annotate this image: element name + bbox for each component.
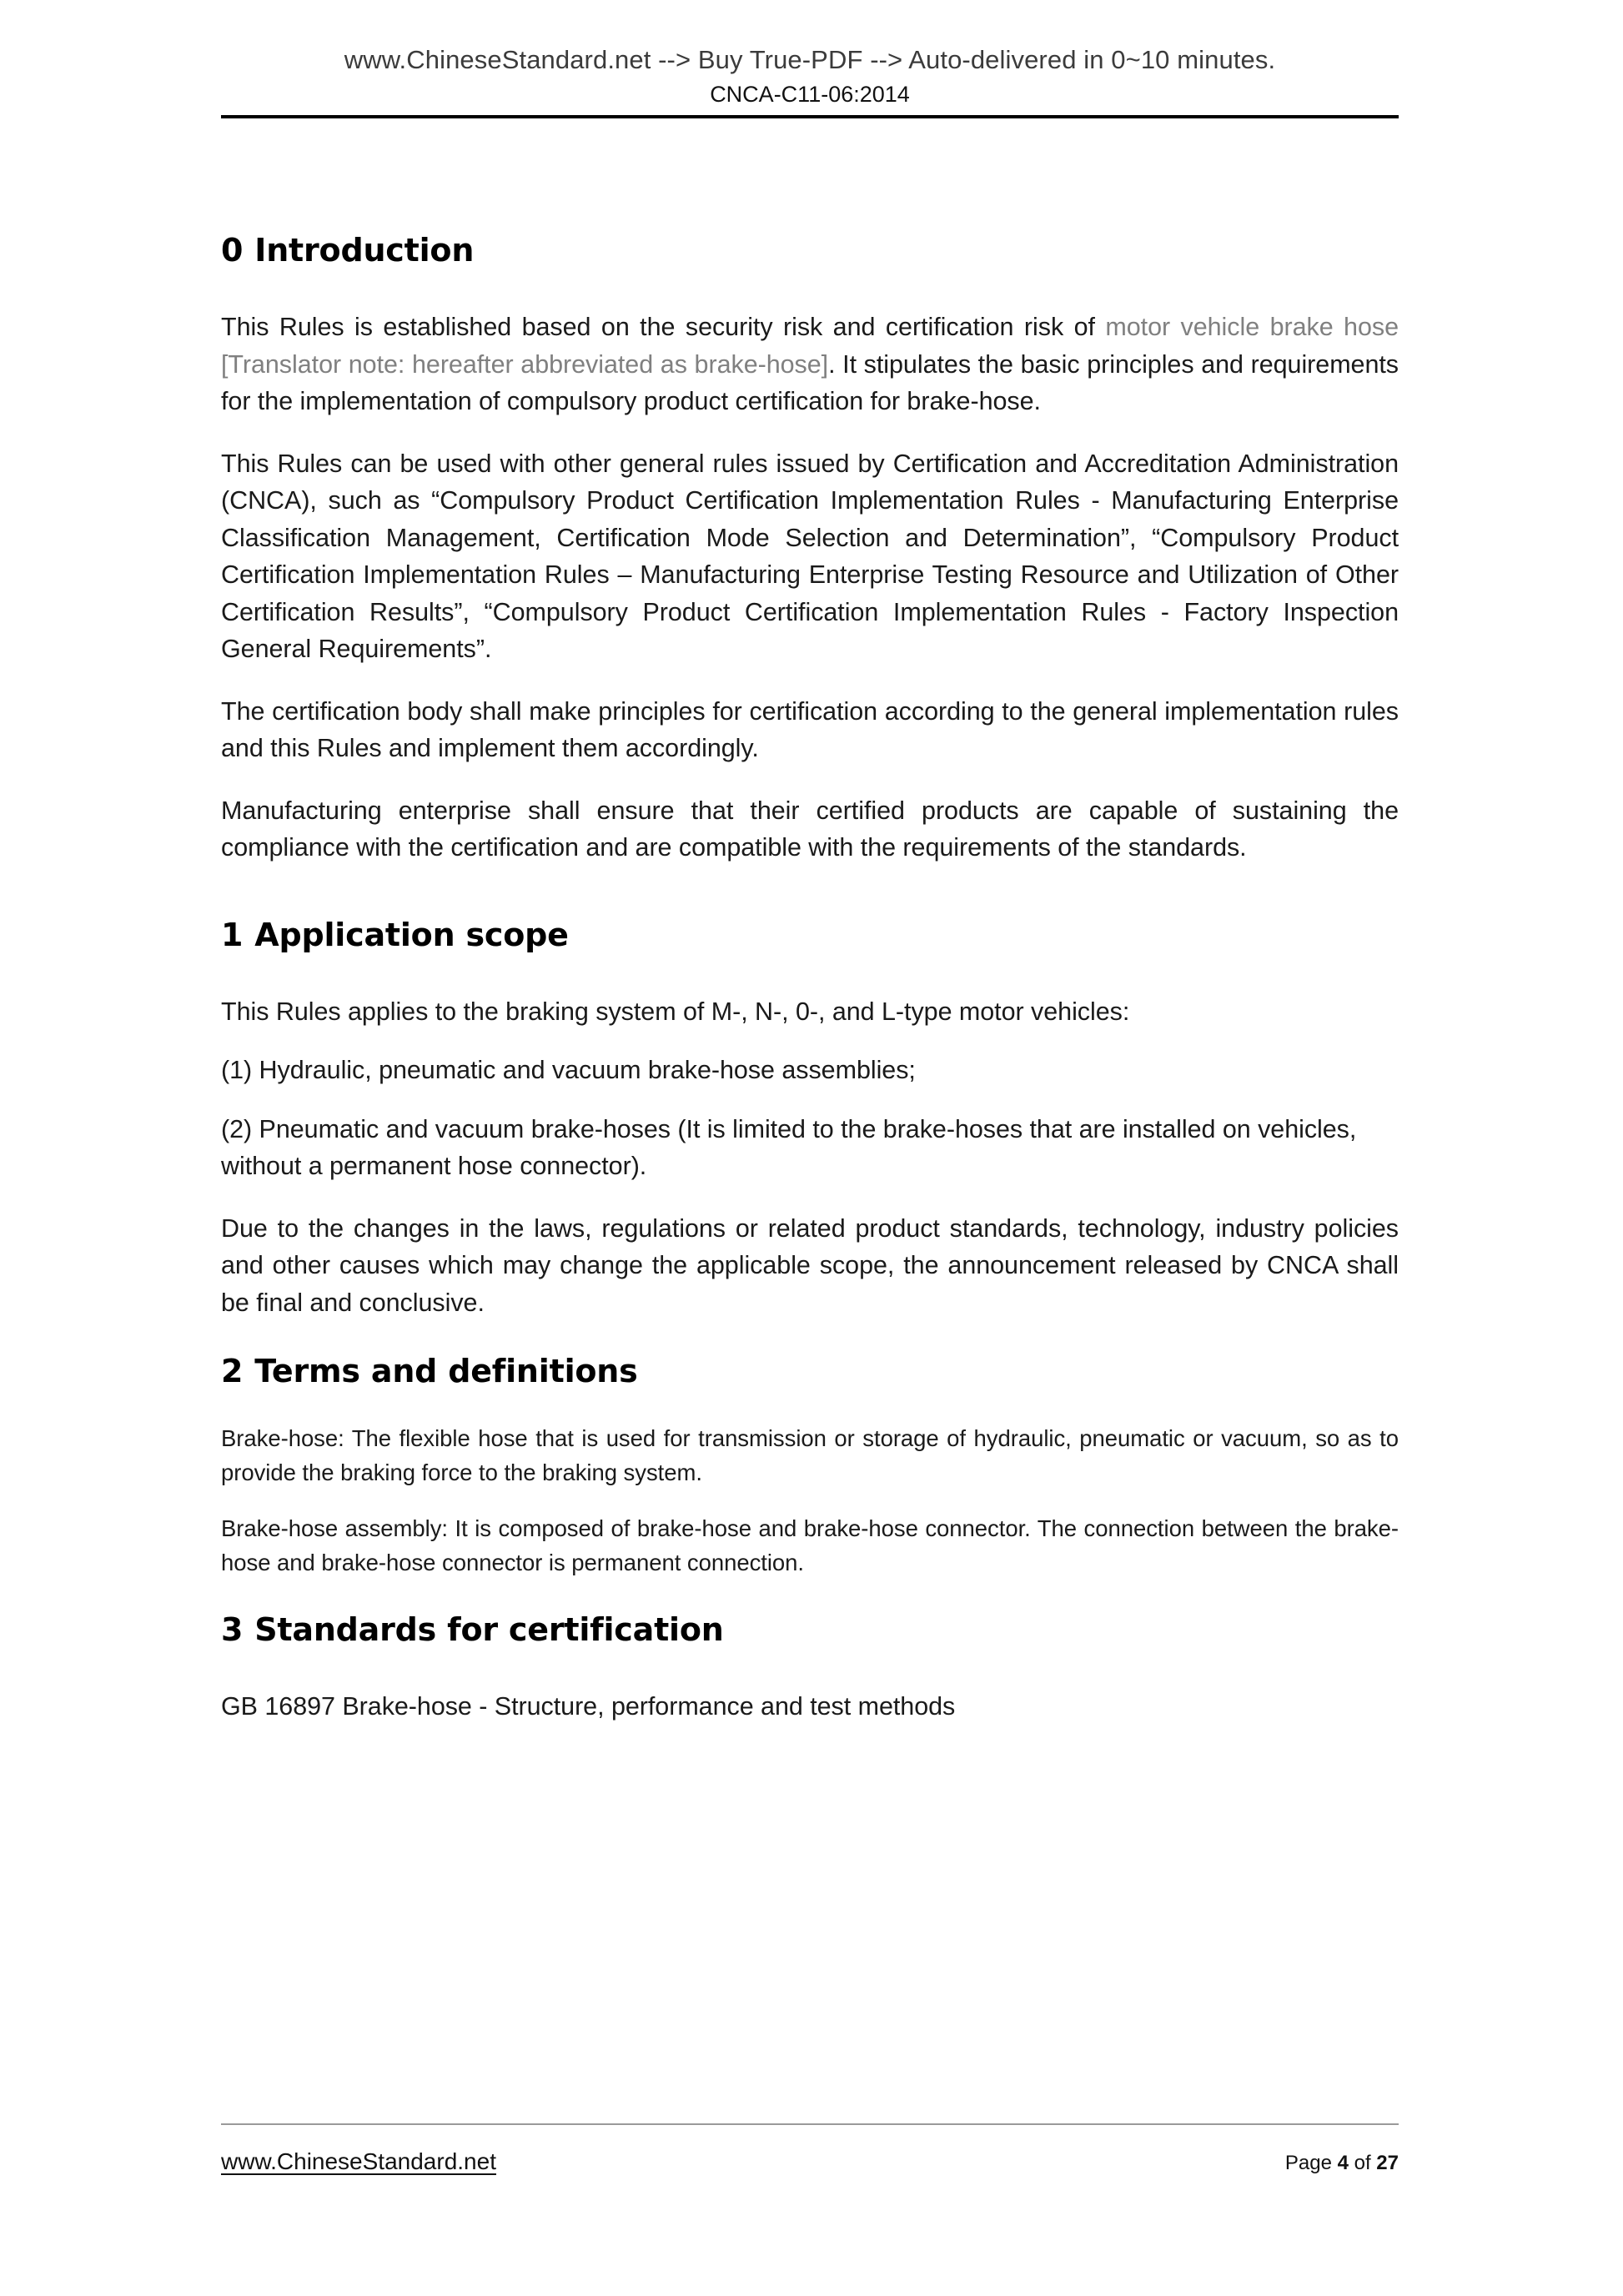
- scope-paragraph-2: Due to the changes in the laws, regulations or related product standards, technology, industry policies and other causes which may change the applicable scope, the announcement released by CNCA shall be final and conclusive.: [221, 1213, 1399, 1317]
- spacer: [221, 668, 1399, 693]
- spacer: [221, 955, 1399, 993]
- intro-p1-part-b: . It stipulates the basic principles and requirements for the implementation of compulsory product certification for brake-hose.: [221, 349, 1399, 415]
- heading-number: 2: [221, 1353, 244, 1389]
- standard-code: CNCA-C11-06:2014: [710, 82, 910, 107]
- term-definition-brake-hose-assembly: Brake-hose assembly: It is composed of brake-hose and brake-hose connector. The connection between the brake-hose and brake-hose connector is permanent connection.: [221, 1515, 1399, 1575]
- heading-number: 1: [221, 916, 244, 953]
- page-prefix: Page: [1284, 2152, 1338, 2174]
- spacer: [221, 1391, 1399, 1421]
- spacer: [221, 1030, 1399, 1052]
- intro-paragraph-2: This Rules can be used with other general rules issued by Certification and Accreditation Administration (CNCA), such as “Compulsory Product Certification Implementation Rules - Manufacturing Enterprise Classification Management, Certification Mode Selection and Determination”, “Compulsory Product Certification Implementation Rules – Manufacturing Enterprise Testing Resource and Utilization of Other Certification Results”, “Compulsory Product Certification Implementation Rules - Factory Inspection General Requirements”.: [221, 449, 1399, 663]
- heading-number: 0: [221, 232, 244, 269]
- page-indicator: [1285, 2150, 1399, 2177]
- spacer: [221, 1185, 1399, 1210]
- heading-terms-and-definitions: [221, 1351, 1399, 1391]
- heading-standards-for-certification: [221, 1610, 1399, 1650]
- heading-title: Application scope: [254, 916, 569, 953]
- page-footer: [221, 2123, 1399, 2177]
- header-divider: [221, 115, 1399, 118]
- scope-list-item-1: (1) Hydraulic, pneumatic and vacuum brake-hose assemblies;: [221, 1056, 916, 1084]
- scope-paragraph-1: This Rules applies to the braking system of M-, N-, 0-, and L-type motor vehicles:: [221, 997, 1130, 1026]
- footer-divider: [221, 2123, 1399, 2125]
- heading-title: Introduction: [254, 232, 475, 269]
- heading-introduction: [221, 230, 1399, 270]
- heading-application-scope: [221, 915, 1399, 955]
- spacer: [221, 767, 1399, 792]
- standard-entry-gb16897: GB 16897 Brake-hose - Structure, performance and test methods: [221, 1692, 956, 1721]
- footer-website-link[interactable]: www.ChineseStandard.net: [221, 2148, 496, 2174]
- spacer: [221, 1490, 1399, 1511]
- footer-row: [221, 2147, 1399, 2177]
- intro-paragraph-1: [221, 309, 1399, 420]
- page-middle: of: [1348, 2152, 1377, 2174]
- intro-p1-part-a: This Rules is established based on the security risk and certification risk of: [221, 313, 1106, 341]
- heading-number: 3: [221, 1611, 244, 1648]
- heading-title: Standards for certification: [254, 1611, 724, 1648]
- term-definition-brake-hose: Brake-hose: The flexible hose that is used for transmission or storage of hydraulic, pneumatic or vacuum, so as to provide the braking force to the braking system.: [221, 1425, 1399, 1485]
- spacer: [221, 867, 1399, 915]
- intro-paragraph-4: Manufacturing enterprise shall ensure that their certified products are capable of sustaining the compliance with the certification and are compatible with the requirements of the standards.: [221, 796, 1399, 862]
- page-number: 4: [1337, 2152, 1349, 2174]
- header-promo-text: www.ChineseStandard.net --> Buy True-PDF --> Auto-delivered in 0~10 minutes.: [344, 45, 1276, 74]
- spacer: [221, 270, 1399, 309]
- spacer: [221, 1089, 1399, 1111]
- spacer: [221, 1321, 1399, 1351]
- page-header: [221, 43, 1399, 118]
- translator-note: motor vehicle brake hose [Translator note: hereafter abbreviated as brake-hose]: [221, 313, 1399, 379]
- spacer: [221, 1580, 1399, 1610]
- spacer: [221, 1650, 1399, 1688]
- page-total: 27: [1376, 2152, 1399, 2174]
- scope-list-item-2: (2) Pneumatic and vacuum brake-hoses (It is limited to the brake-hoses that are installed on vehicles, without a permanent hose connector).: [221, 1114, 1357, 1180]
- intro-paragraph-3: The certification body shall make principles for certification according to the general implementation rules and this Rules and implement them accordingly.: [221, 696, 1399, 762]
- spacer: [221, 420, 1399, 445]
- document-body: [221, 230, 1399, 1726]
- heading-title: Terms and definitions: [254, 1353, 638, 1389]
